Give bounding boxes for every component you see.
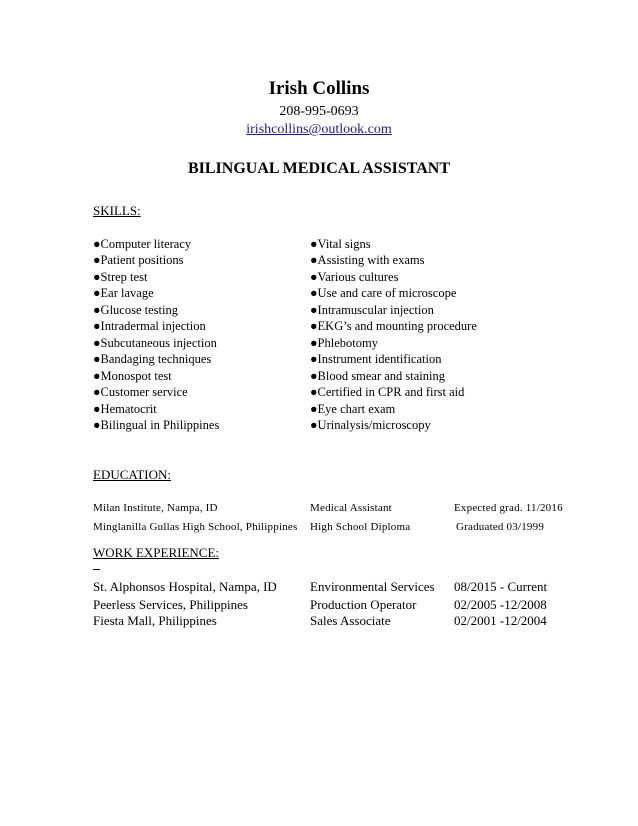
skill-item: ●Intradermal injection (93, 319, 206, 333)
work-experience-heading: WORK EXPERIENCE: (93, 545, 220, 560)
skill-item: ●Blood smear and staining (310, 369, 445, 383)
skill-item: ●Computer literacy (93, 237, 192, 251)
skill-item: ●Strep test (93, 270, 148, 284)
education-credential: Medical Assistant (310, 502, 392, 514)
skill-item: ●Bilingual in Philippines (93, 418, 220, 432)
work-employer: Fiesta Mall, Philippines (93, 613, 217, 628)
skill-item: ●Customer service (93, 385, 188, 399)
skill-item: ●Bandaging techniques (93, 352, 212, 366)
skill-item: ●Various cultures (310, 270, 399, 284)
skill-item: ●Hematocrit (93, 402, 157, 416)
education-school: Minglanilla Gullas High School, Philippines (93, 521, 298, 533)
work-employer: Peerless Services, Philippines (93, 597, 248, 612)
work-employer: St. Alphonsos Hospital, Nampa, ID (93, 579, 277, 594)
email-link[interactable]: irishcollins@outlook.com (246, 122, 392, 137)
skill-item: ●EKG’s and mounting procedure (310, 319, 477, 333)
skill-item: ●Certified in CPR and first aid (310, 385, 465, 399)
skill-item: ●Monospot test (93, 369, 172, 383)
work-dates: 08/2015 - Current (454, 579, 548, 594)
skill-item: ●Subcutaneous injection (93, 336, 217, 350)
education-credential: High School Diploma (310, 521, 411, 533)
divider (93, 569, 100, 570)
skill-item: ●Assisting with exams (310, 253, 425, 267)
education-date: Expected grad. 11/2016 (454, 502, 563, 514)
skill-item: ●Use and care of microscope (310, 286, 457, 300)
phone-number: 208-995-0693 (279, 104, 359, 119)
education-school: Milan Institute, Nampa, ID (93, 502, 218, 514)
skill-item: ●Vital signs (310, 237, 371, 251)
skill-item: ●Instrument identification (310, 352, 442, 366)
education-date: Graduated 03/1999 (456, 521, 545, 533)
work-position: Environmental Services (310, 579, 435, 594)
work-dates: 02/2001 -12/2004 (454, 613, 547, 628)
job-title: BILINGUAL MEDICAL ASSISTANT (187, 160, 450, 177)
skill-item: ●Patient positions (93, 253, 184, 267)
skill-item: ●Glucose testing (93, 303, 178, 317)
skill-item: ●Phlebotomy (310, 336, 378, 350)
skills-heading: SKILLS: (93, 203, 141, 218)
education-heading: EDUCATION: (93, 467, 171, 482)
skill-item: ●Ear lavage (93, 286, 154, 300)
skill-item: ●Urinalysis/microscopy (310, 418, 431, 432)
work-position: Production Operator (310, 597, 417, 612)
work-position: Sales Associate (310, 613, 391, 628)
applicant-name: Irish Collins (268, 78, 370, 99)
work-dates: 02/2005 -12/2008 (454, 597, 547, 612)
skill-item: ●Eye chart exam (310, 402, 396, 416)
skill-item: ●Intramuscular injection (310, 303, 434, 317)
